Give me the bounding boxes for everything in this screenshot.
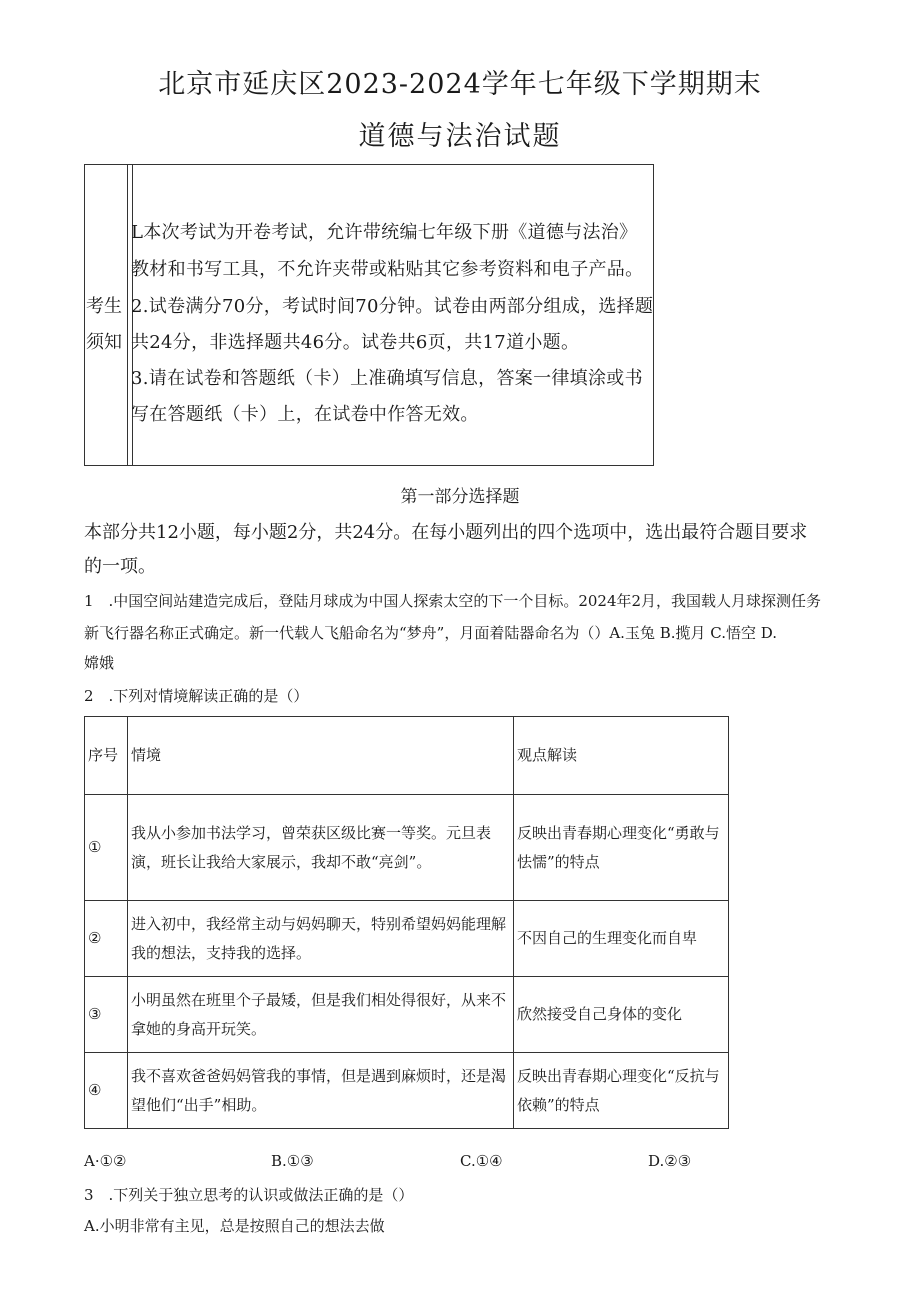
- q2-table: [84, 716, 729, 1129]
- exam-title-line2: 道德与法治试题: [358, 121, 562, 152]
- part1-intro-line2: 的一项。: [84, 556, 156, 577]
- notice-line: 教材和书写工具，不允许夹带或粘贴其它参考资料和电子产品。: [131, 259, 644, 280]
- q1-line3: 嫦娥: [84, 654, 115, 672]
- table-row: [85, 795, 729, 901]
- notice-line: 3.请在试卷和答题纸（卡）上准确填写信息，答案一律填涂或书: [131, 368, 643, 389]
- notice-label: [85, 165, 128, 465]
- q1-line1: 1 .中国空间站建造完成后，登陆月球成为中国人探索太空的下一个目标。2024年2月，我国载人月球探测任务: [84, 592, 822, 610]
- part1-intro-line1: 本部分共12小题，每小题2分，共24分。在每小题列出的四个选项中，选出最符合题目要求: [84, 522, 808, 543]
- notice-line: L本次考试为开卷考试，允许带统编七年级下册《道德与法治》: [131, 222, 638, 243]
- q2-option-b: B.①③: [271, 1152, 314, 1170]
- row-view: 欣然接受自己身体的变化: [514, 977, 729, 1053]
- row-no: ②: [85, 901, 128, 977]
- notice-box: [84, 164, 654, 466]
- row-scene: 小明虽然在班里个子最矮，但是我们相处得很好，从来不拿她的身高开玩笑。: [128, 977, 514, 1053]
- row-no: ①: [85, 795, 128, 901]
- q3-stem: 3 .下列关于独立思考的认识或做法正确的是（）: [84, 1186, 414, 1204]
- table-row: [85, 977, 729, 1053]
- q2-option-a: A·①②: [84, 1152, 127, 1170]
- row-view: 不因自己的生理变化而自卑: [514, 901, 729, 977]
- row-scene: 我不喜欢爸爸妈妈管我的事情，但是遇到麻烦时，还是渴望他们“出手”相助。: [128, 1053, 514, 1129]
- header-view-text: 观点解读: [517, 746, 578, 764]
- row-no: ④: [85, 1053, 128, 1129]
- row-scene: 进入初中，我经常主动与妈妈聊天，特别希望妈妈能理解我的想法，支持我的选择。: [128, 901, 514, 977]
- notice-line: 共24分，非选择题共46分。试卷共6页，共17道小题。: [131, 332, 580, 353]
- table-header-row: [85, 717, 729, 795]
- q2-stem: 2 .下列对情境解读正确的是（）: [84, 687, 309, 705]
- exam-title-line1: 北京市延庆区2023-2024学年七年级下学期期末: [158, 69, 762, 100]
- header-no: [85, 717, 128, 795]
- notice-label-line1: 考生: [86, 296, 122, 317]
- notice-label-line2: 须知: [86, 332, 122, 353]
- header-no-text: 序号: [88, 746, 119, 764]
- q1-line2: 新飞行器名称正式确定。新一代载人飞船命名为“梦舟”，月面着陆器命名为（）A.玉兔 B.揽月 C.悟空 D.: [84, 624, 778, 642]
- header-scene: [128, 717, 514, 795]
- row-view: 反映出青春期心理变化“反抗与依赖”的特点: [514, 1053, 729, 1129]
- header-scene-text: 情境: [131, 746, 162, 764]
- table-row: [85, 901, 729, 977]
- q3-option-a: A.小明非常有主见，总是按照自己的想法去做: [84, 1217, 385, 1235]
- q2-option-d: D.②③: [648, 1152, 692, 1170]
- notice-line: 写在答题纸（卡）上，在试卷中作答无效。: [131, 404, 479, 425]
- table-row: [85, 1053, 729, 1129]
- row-scene: 我从小参加书法学习，曾荣获区级比赛一等奖。元旦表演，班长让我给大家展示，我却不敢“亮剑”。: [128, 795, 514, 901]
- notice-line: 2.试卷满分70分，考试时间70分钟。试卷由两部分组成，选择题: [131, 296, 654, 317]
- row-view: 反映出青春期心理变化“勇敢与怯懦”的特点: [514, 795, 729, 901]
- q2-option-c: C.①④: [460, 1152, 503, 1170]
- header-view: [514, 717, 729, 795]
- part1-title: 第一部分选择题: [400, 487, 520, 507]
- row-no: ③: [85, 977, 128, 1053]
